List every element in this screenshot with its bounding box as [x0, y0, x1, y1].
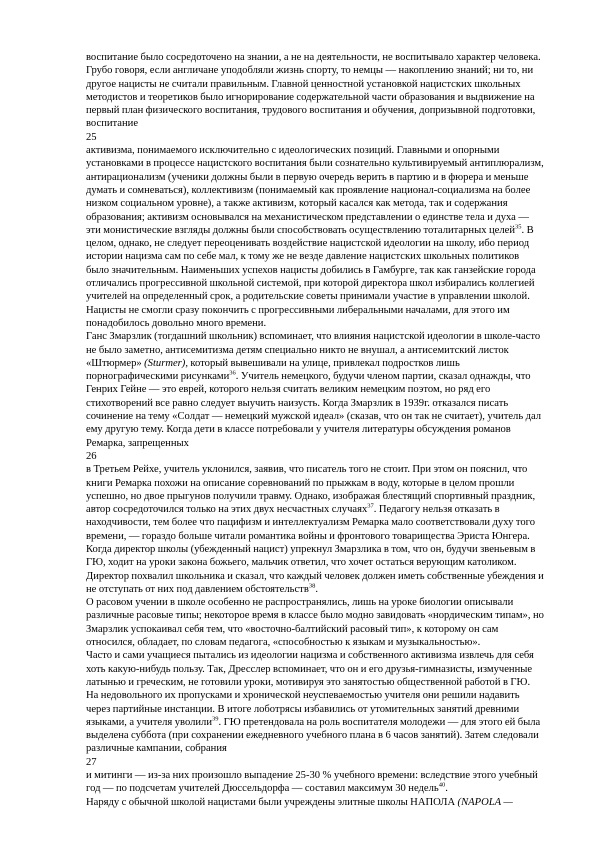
- page-number: 27: [86, 756, 97, 768]
- footnote-ref: 37: [367, 502, 374, 510]
- paragraph: [86, 543, 544, 596]
- text-run: . Педагогу нельзя отказать в находчивости, тем более что пацифизм и интеллектуализм Ремарка мало соответствовали духу того времени, — гораздо больше читали романтика войны и фронтового товарищества Эриста Юнгера.: [86, 504, 536, 542]
- paragraph: [86, 51, 544, 131]
- text-run: . ГЮ претендовала на роль воспитателя молодежи — для этого ей была выделена суббота (при сохранении ежедневного учебного плана в 6 часов занятий). Затем следовали различные кампании, собрания: [86, 716, 541, 755]
- text-run-italic: (NAPOLA —: [457, 796, 513, 808]
- text-run: . Учитель немецкого, будучи членом партии, сказал однажды, что Генрих Гейне — это еврей, которого нельзя считать великим немецким поэтом, но ряд его стихотворений все равно следует выучить наизусть. Когда Змарзлик в 1939г. отказался писать сочинение на тему «Солдат — немецкий мужской идеал» (сказав, что он так не считает), учитель дал ему другую тему. Когда дети в классе потребовали у учителя литературы обсуждения романов Ремарка, запрещенных: [86, 371, 542, 449]
- footnote-ref: 36: [229, 369, 236, 377]
- page-number: 26: [86, 450, 97, 462]
- paragraph: [86, 796, 544, 809]
- paragraph: [86, 144, 544, 330]
- text-run: . В целом, однако, не следует переоценивать воздействие нацистской идеологии на школу, ибо период истории нацизма сам по себе мал, к тому же не везде давление нацистских школьных политиков было значительным. Наименьших успехов нацисты добились в Гамбурге, так как ганзейские города отличались прогрессивной школьной системой, при которой директора школ избирались коллегией учителей на определенный срок, а родительские советы принимали участие в управлении школой. Нацисты не смогли сразу покончить с прогрессивными либеральными началами, для этого им понадобилось довольно много времени.: [86, 224, 536, 329]
- paragraph: [86, 769, 544, 796]
- paragraph: [86, 463, 544, 543]
- text-run: .: [315, 583, 318, 595]
- footnote-ref: 35: [515, 223, 522, 231]
- text-run: активизма, понимаемого исключительно с идеологических позиций. Главными и опорными установками в процессе нацистского воспитания были сознательно культивируемый антиплюрализм, антирационализм (ученики должны были в первую очередь верить в партию и в фюрера и меньше думать и сомневаться), коллективизм (понимаемый как проявление национал-социализма на более низком социальном уровне), а также активизм, который касался как метода, так и содержания образования; активизм основывался на механистическом представлении о единстве тела и духа — эти монистические взгляды должны были способствовать осуществлению тоталитарных целей: [86, 145, 544, 236]
- footnote-ref: 40: [438, 781, 446, 789]
- paragraph: [86, 596, 544, 649]
- text-run: и митинги — из-за них произошло выпадение 25-30 % учебного времени: вследствие этого учебный год — по подсчетам учителей Дюссельдорфа — составил максимум 30 недель: [86, 770, 538, 795]
- text-run: Ганс Змарзлик (тогдашний школьник) вспоминает, что влияния нацистской идеологии в школе-часто не было заметно, антисемитизма детям специально никто не внушал, а антисемитский листок «Штюрмер»: [86, 331, 541, 369]
- page-number: 25: [86, 131, 97, 143]
- text-run-italic: (Sturmer),: [144, 357, 188, 369]
- text-run: Когда директор школы (убежденный нацист) упрекнул Змарзлика в том, что он, будучи звеньевым в ГЮ, ходит на уроки закона божьего, мальчик ответил, что хочет остаться верующим католиком. Директор похвалил школьника и сказал, что каждый человек должен иметь собственные убеждения и не отступать от них под давлением обстоятельств: [86, 543, 544, 595]
- text-run: Наряду с обычной школой нацистами были учреждены элитные школы НАПОЛА: [86, 796, 458, 808]
- footnote-ref: 38: [308, 582, 316, 590]
- paragraph: [86, 330, 544, 450]
- paragraph: [86, 649, 544, 755]
- text-run: .: [445, 783, 448, 795]
- footnote-ref: 39: [212, 715, 219, 723]
- text-run: который вывешивали на улице, привлекал подростков лишь порнографическими рисунками: [86, 357, 460, 383]
- text-run: воспитание было сосредоточено на знании, а не на деятельности, не воспитывало характер человека. Грубо говоря, если англичане уподобляли жизнь спорту, то немцы — накоплению знаний; ни то, ни другое нацисты не считали правильным. Главной ценностной установкой нацистских школьных методистов и теоретиков было игнорирование содержательной части образования и выдвижение на первый план физического воспитания, трудового воспитания и обучения, допризывной подготовки, воспитание: [86, 52, 541, 130]
- text-run: О расовом учении в школе особенно не распространялись, лишь на уроке биологии описывали различные расовые типы; некоторое время в классе было модно завидовать «нордическим типам», но Змарзлик успокаивал себя тем, что «восточно-балтийский расовый тип», к которому он сам относился, обладает, по словам педагога, «способностью к языкам и музыкальностью».: [86, 597, 544, 649]
- text-run: в Третьем Рейхе, учитель уклонился, заявив, что писатель того не стоит. При этом он пояснил, что книги Ремарка похожи на описание соревнований по прыжкам в воду, которые в целом прошли успешно, но двое прыгунов получили травму. Однако, изображая блестящий спортивный праздник, автор сосредоточился только на этих двух несчастных случаях: [86, 464, 536, 516]
- text-run: Часто и сами учащиеся пытались из идеологии нацизма и собственного активизма извлечь для себя хоть какую-нибудь пользу. Так, Дресслер вспоминает, что он и его друзья-гимназисты, измученные латынью и греческим, не готовили уроки, мотивируя это занятостью общественной работой в ГЮ. На недовольного их пропусками и хронической неуспеваемостью учителя они решили надавить через партийные инстанции. В итоге лоботрясы избавились от утомительных занятий древними языками, а учителя уволили: [86, 650, 534, 728]
